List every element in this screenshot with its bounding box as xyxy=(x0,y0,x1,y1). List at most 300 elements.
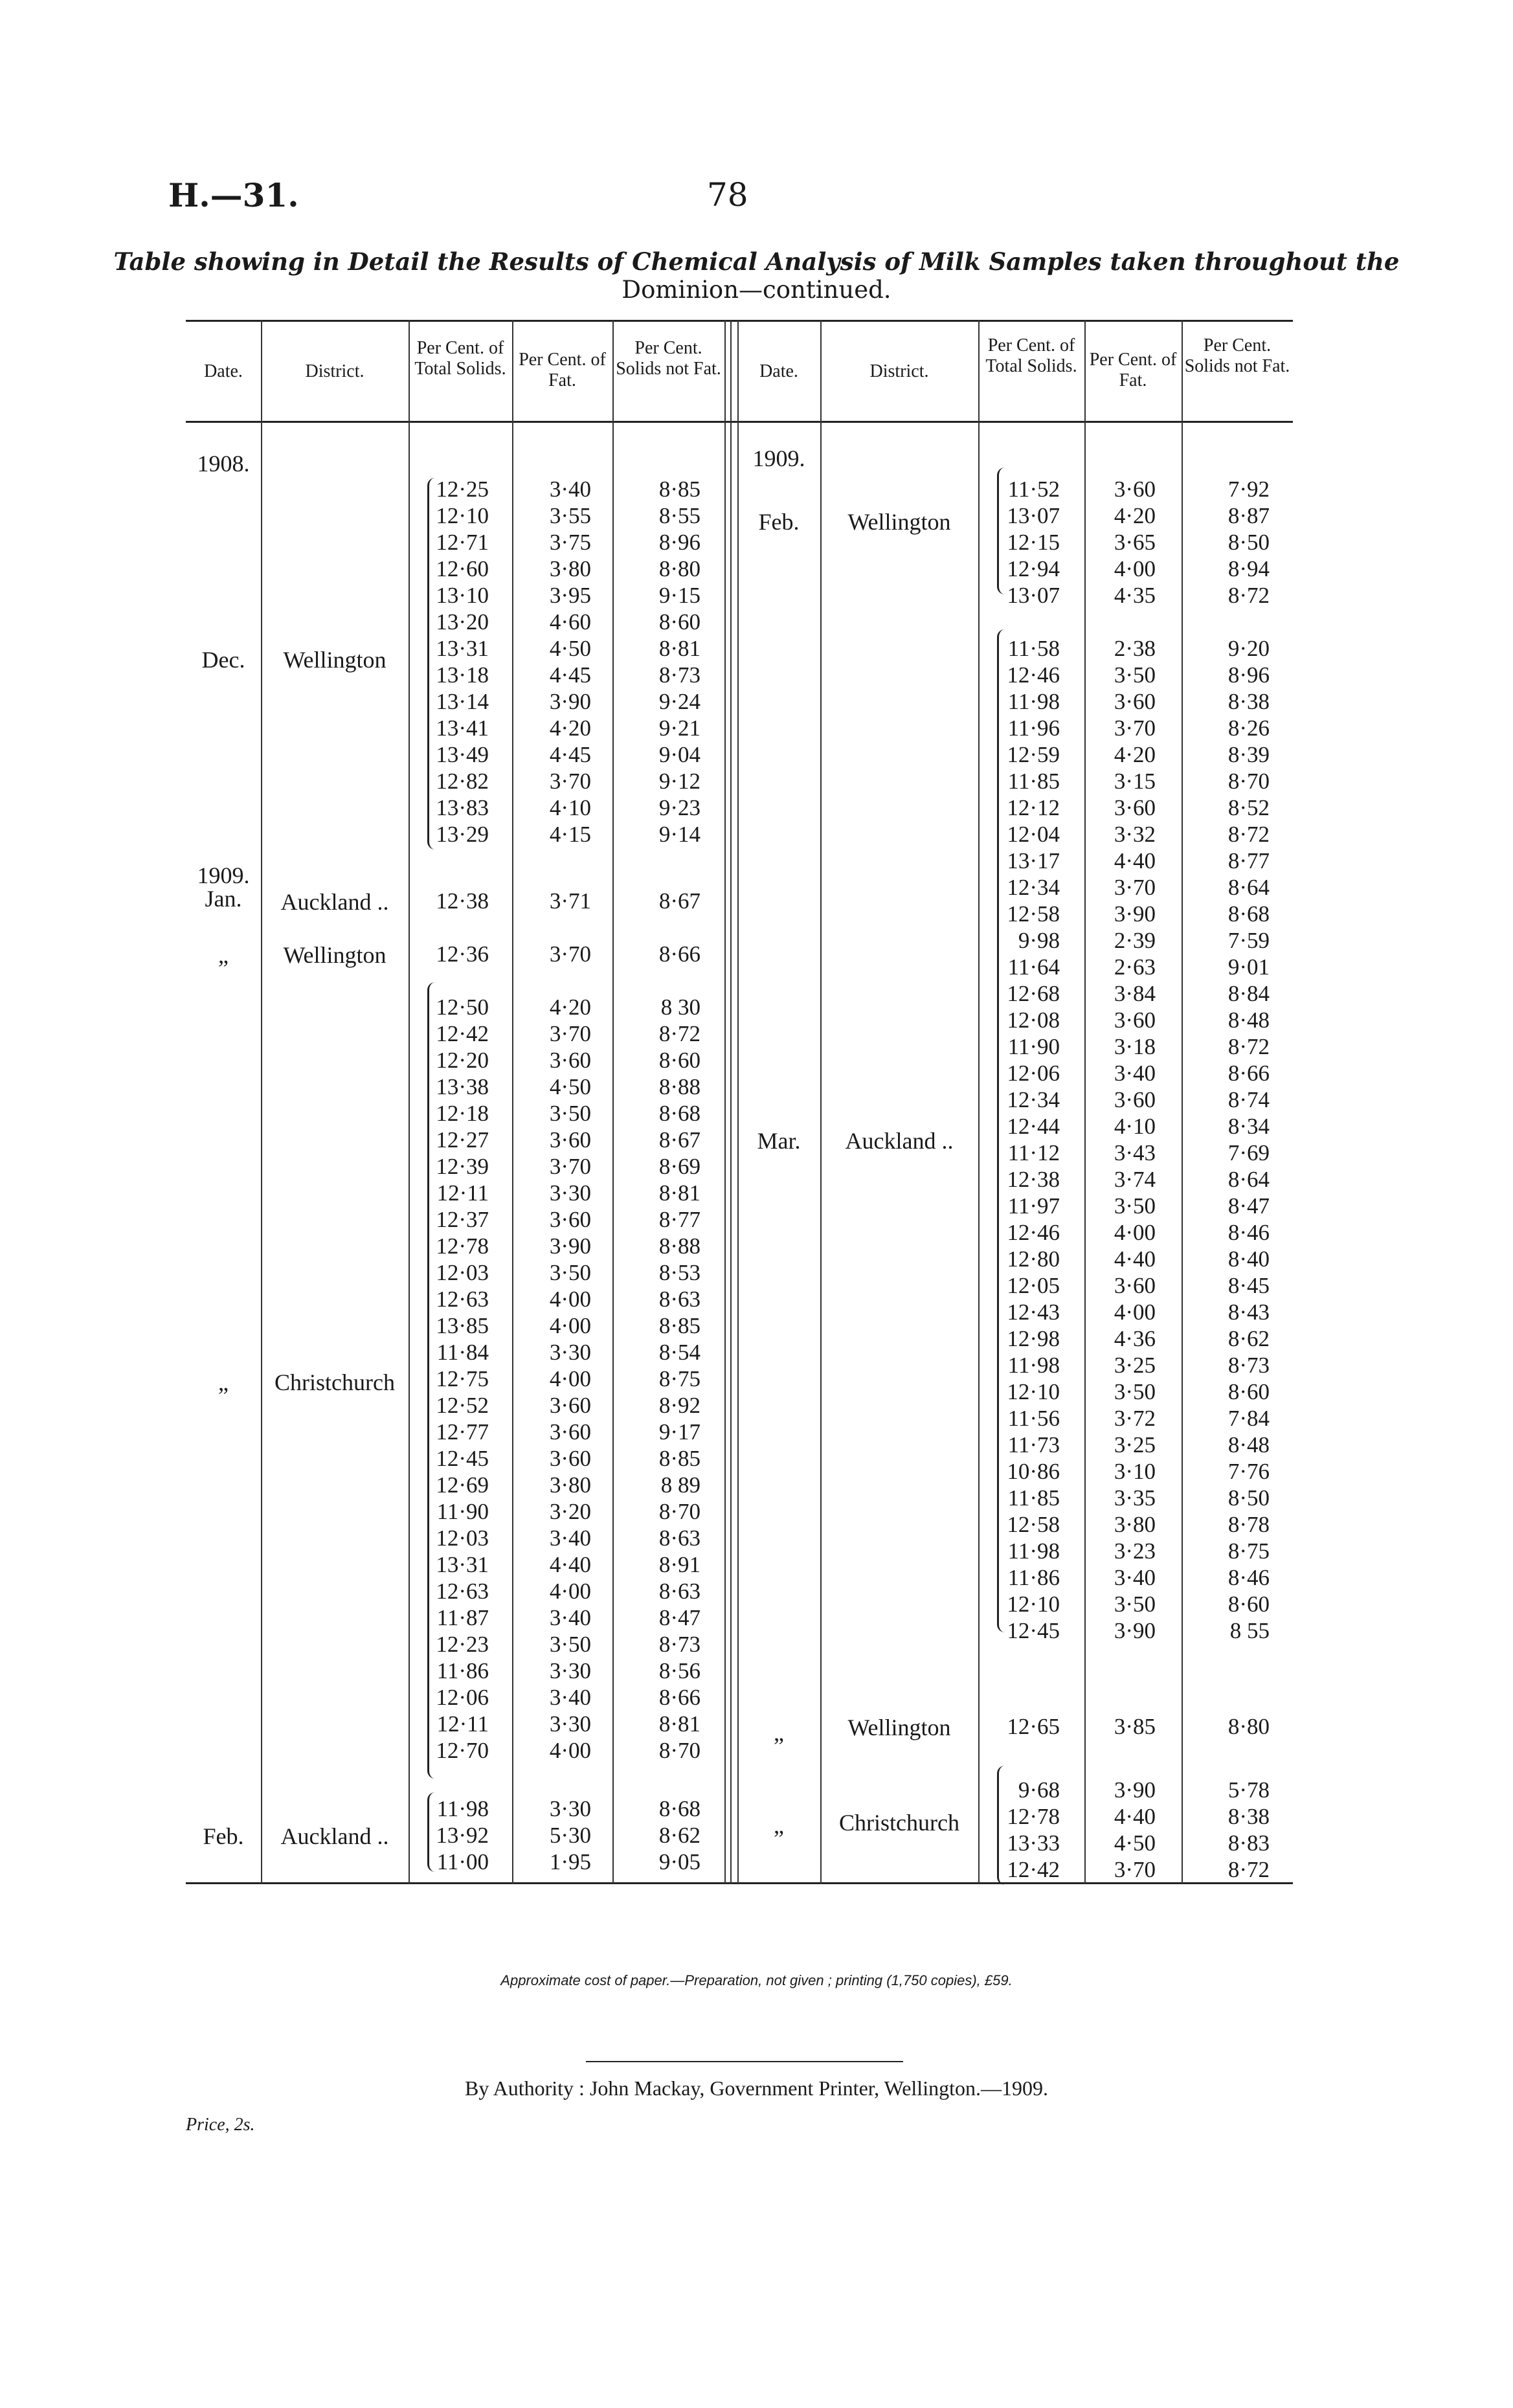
right-district-label: Christchurch xyxy=(839,1810,959,1836)
header-total-right: Per Cent. of Total Solids. xyxy=(985,335,1077,376)
right-total-value: 11·56 xyxy=(1007,1406,1060,1431)
left-total-value: 12·18 xyxy=(436,1100,489,1126)
left-fat-value: 3·55 xyxy=(549,503,591,528)
left-district-label: Christchurch xyxy=(275,1369,395,1395)
right-snf-value: 8·62 xyxy=(1227,1326,1270,1351)
left-snf-value: 8·80 xyxy=(658,556,700,581)
right-fat-value: 3·70 xyxy=(1114,875,1156,900)
right-fat-value: 3·15 xyxy=(1114,769,1156,794)
right-total-value: 11·86 xyxy=(1007,1565,1060,1590)
left-fat-value: 3·71 xyxy=(549,888,591,914)
right-fat-value: 3·23 xyxy=(1114,1538,1156,1564)
left-total-value: 12·23 xyxy=(436,1631,489,1657)
left-fat-value: 3·70 xyxy=(549,1020,591,1046)
left-date-label: Jan. xyxy=(205,886,242,912)
left-total-value: 12·63 xyxy=(436,1578,489,1604)
right-snf-value: 8·64 xyxy=(1227,1167,1270,1192)
right-snf-value: 8·38 xyxy=(1227,1804,1270,1829)
right-snf-value: 8·72 xyxy=(1227,583,1270,608)
right-fat-value: 3·40 xyxy=(1114,1061,1156,1086)
left-total-value: 12·42 xyxy=(436,1020,489,1046)
left-total-value: 12·50 xyxy=(436,994,489,1020)
left-total-value: 13·10 xyxy=(436,583,489,608)
right-district-label: Auckland .. xyxy=(845,1127,954,1154)
right-fat-value: 3·80 xyxy=(1114,1512,1156,1537)
left-fat-value: 4·40 xyxy=(549,1551,591,1577)
right-snf-value: 8·45 xyxy=(1227,1273,1270,1298)
right-total-value: 11·96 xyxy=(1007,715,1060,741)
right-total-value: 13·07 xyxy=(1007,583,1060,608)
right-fat-value: 3·60 xyxy=(1114,689,1156,714)
left-fat-value: 4·50 xyxy=(549,1074,591,1099)
right-snf-value: 7·69 xyxy=(1227,1140,1270,1165)
left-district-label: Wellington xyxy=(283,647,387,673)
right-snf-value: 8·48 xyxy=(1227,1432,1270,1457)
left-snf-value: 8·67 xyxy=(658,1127,700,1153)
right-fat-value: 3·72 xyxy=(1114,1406,1156,1431)
left-snf-value: 8·62 xyxy=(658,1822,700,1848)
right-fat-value: 4·40 xyxy=(1114,848,1156,873)
right-snf-value: 9·01 xyxy=(1227,954,1270,980)
right-date-label: Feb. xyxy=(758,509,800,535)
left-snf-value: 8·81 xyxy=(658,1180,700,1206)
left-snf-value: 9·17 xyxy=(658,1419,700,1445)
header-bottom-rule xyxy=(186,421,1293,423)
right-snf-value: 8·50 xyxy=(1227,530,1270,555)
right-total-value: 11·98 xyxy=(1007,1353,1060,1378)
left-snf-value: 9·14 xyxy=(658,822,700,847)
left-snf-value: 8·91 xyxy=(658,1551,700,1577)
table-title-continued: Dominion—continued. xyxy=(622,276,891,304)
right-fat-value: 3·32 xyxy=(1114,822,1156,847)
right-fat-value: 3·65 xyxy=(1114,530,1156,555)
right-snf-value: 7·84 xyxy=(1227,1406,1270,1431)
right-fat-value: 3·40 xyxy=(1114,1565,1156,1590)
left-total-value: 13·31 xyxy=(436,636,489,661)
right-fat-value: 4·50 xyxy=(1114,1830,1156,1856)
left-date-label: Dec. xyxy=(201,647,245,673)
right-snf-value: 8·48 xyxy=(1227,1007,1270,1033)
right-fat-value: 3·90 xyxy=(1114,1777,1156,1803)
page-number: 78 xyxy=(707,176,748,214)
left-snf-value: 9·24 xyxy=(658,689,700,714)
left-snf-value: 8·73 xyxy=(658,1631,700,1657)
left-total-value: 13·83 xyxy=(436,795,489,820)
right-fat-value: 3·25 xyxy=(1114,1432,1156,1457)
right-total-value: 13·07 xyxy=(1007,503,1060,528)
right-fat-value: 4·20 xyxy=(1114,742,1156,767)
left-total-value: 13·38 xyxy=(436,1074,489,1099)
right-total-value: 12·15 xyxy=(1007,530,1060,555)
left-fat-value: 4·00 xyxy=(549,1578,591,1604)
left-snf-value: 8·77 xyxy=(658,1206,700,1232)
left-fat-value: 5·30 xyxy=(549,1822,591,1848)
left-total-value: 13·20 xyxy=(436,609,489,635)
printer-authority: By Authority : John Mackay, Government Printer, Wellington.—1909. xyxy=(465,2076,1048,2100)
left-fat-value: 4·00 xyxy=(549,1312,591,1338)
right-fat-value: 4·35 xyxy=(1114,583,1156,608)
right-total-value: 12·58 xyxy=(1007,901,1060,927)
left-total-value: 13·29 xyxy=(436,822,489,847)
left-snf-value: 8·47 xyxy=(658,1604,700,1630)
right-snf-value: 8·68 xyxy=(1227,901,1270,927)
right-snf-value: 8·34 xyxy=(1227,1114,1270,1139)
column-rule xyxy=(261,320,262,1884)
header-date-left: Date. xyxy=(204,361,243,381)
left-total-value: 12·78 xyxy=(436,1233,489,1259)
left-total-value: 13·31 xyxy=(436,1551,489,1577)
document-reference: H.—31. xyxy=(168,176,299,214)
left-total-value: 12·10 xyxy=(436,503,489,528)
right-fat-value: 3·35 xyxy=(1114,1485,1156,1511)
left-snf-value: 8 30 xyxy=(660,994,700,1020)
left-snf-value: 8·70 xyxy=(658,1737,700,1763)
left-snf-value: 8·72 xyxy=(658,1020,700,1046)
left-fat-value: 3·90 xyxy=(549,689,591,714)
right-total-value: 12·12 xyxy=(1007,795,1060,820)
left-snf-value: 8·85 xyxy=(658,1312,700,1338)
left-total-value: 12·36 xyxy=(436,941,489,967)
right-fat-value: 3·70 xyxy=(1114,1857,1156,1882)
right-snf-value: 8·26 xyxy=(1227,715,1270,741)
right-total-value: 12·46 xyxy=(1007,662,1060,688)
right-snf-value: 8·46 xyxy=(1227,1220,1270,1245)
left-snf-value: 8·75 xyxy=(658,1366,700,1391)
column-rule xyxy=(737,320,739,1884)
left-snf-value: 9·12 xyxy=(658,769,700,794)
right-fat-value: 3·43 xyxy=(1114,1140,1156,1165)
left-fat-value: 3·95 xyxy=(549,583,591,608)
left-fat-value: 3·70 xyxy=(549,941,591,967)
left-total-value: 12·63 xyxy=(436,1286,489,1312)
right-snf-value: 8·64 xyxy=(1227,875,1270,900)
right-total-value: 11·97 xyxy=(1007,1193,1060,1219)
right-total-value: 12·43 xyxy=(1007,1300,1060,1325)
left-snf-value: 8·56 xyxy=(658,1658,700,1683)
left-fat-value: 3·40 xyxy=(549,1604,591,1630)
right-date-label: 1909. xyxy=(752,445,805,471)
left-snf-value: 8·69 xyxy=(658,1153,700,1179)
right-snf-value: 8·60 xyxy=(1227,1379,1270,1404)
right-fat-value: 3·18 xyxy=(1114,1034,1156,1059)
left-total-value: 11·87 xyxy=(436,1604,489,1630)
right-fat-value: 3·60 xyxy=(1114,1273,1156,1298)
left-fat-value: 3·50 xyxy=(549,1100,591,1126)
left-fat-value: 3·30 xyxy=(549,1658,591,1683)
left-snf-value: 8·63 xyxy=(658,1286,700,1312)
left-snf-value: 8·85 xyxy=(658,477,700,502)
header-snf-left: Per Cent. Solids not Fat. xyxy=(616,338,721,379)
left-total-value: 12·39 xyxy=(436,1153,489,1179)
left-district-label: Wellington xyxy=(283,941,387,968)
right-fat-value: 3·50 xyxy=(1114,1379,1156,1404)
left-snf-value: 9·05 xyxy=(658,1849,700,1874)
right-fat-value: 3·70 xyxy=(1114,715,1156,741)
left-total-value: 12·71 xyxy=(436,530,489,555)
left-fat-value: 4·15 xyxy=(549,822,591,847)
right-total-value: 12·44 xyxy=(1007,1114,1060,1139)
right-total-value: 9·98 xyxy=(1018,928,1060,953)
column-rule xyxy=(724,320,726,1884)
right-fat-value: 2·63 xyxy=(1114,954,1156,980)
left-snf-value: 8·88 xyxy=(658,1074,700,1099)
left-total-value: 12·60 xyxy=(436,556,489,581)
right-total-value: 12·68 xyxy=(1007,981,1060,1006)
right-snf-value: 8·60 xyxy=(1227,1592,1270,1617)
left-total-value: 12·45 xyxy=(436,1445,489,1471)
right-snf-value: 8·46 xyxy=(1227,1565,1270,1590)
right-snf-value: 8·77 xyxy=(1227,848,1270,873)
left-snf-value: 8·81 xyxy=(658,636,700,661)
right-snf-value: 8·84 xyxy=(1227,981,1270,1006)
right-snf-value: 8·38 xyxy=(1227,689,1270,714)
right-total-value: 13·17 xyxy=(1007,848,1060,873)
left-fat-value: 4·00 xyxy=(549,1366,591,1391)
left-total-value: 11·00 xyxy=(436,1849,489,1874)
right-snf-value: 8·72 xyxy=(1227,1857,1270,1882)
left-fat-value: 3·60 xyxy=(549,1127,591,1153)
right-total-value: 12·10 xyxy=(1007,1592,1060,1617)
right-total-value: 13·33 xyxy=(1007,1830,1060,1856)
right-total-value: 12·04 xyxy=(1007,822,1060,847)
left-district-label: Auckland .. xyxy=(280,888,389,915)
left-fat-value: 4·20 xyxy=(549,715,591,741)
right-fat-value: 4·10 xyxy=(1114,1114,1156,1139)
right-total-value: 11·98 xyxy=(1007,1538,1060,1564)
left-snf-value: 8·63 xyxy=(658,1525,700,1551)
left-fat-value: 3·20 xyxy=(549,1498,591,1524)
right-fat-value: 3·10 xyxy=(1114,1459,1156,1484)
right-total-value: 9·68 xyxy=(1018,1777,1060,1803)
right-fat-value: 3·60 xyxy=(1114,477,1156,502)
right-fat-value: 3·90 xyxy=(1114,1618,1156,1643)
right-district-label: Wellington xyxy=(847,509,951,535)
left-fat-value: 3·60 xyxy=(549,1419,591,1445)
left-date-label: „ xyxy=(218,941,229,968)
right-snf-value: 8·72 xyxy=(1227,822,1270,847)
left-total-value: 12·70 xyxy=(436,1737,489,1763)
right-fat-value: 4·00 xyxy=(1114,1300,1156,1325)
left-total-value: 11·86 xyxy=(436,1658,489,1683)
left-total-value: 12·38 xyxy=(436,888,489,914)
left-snf-value: 8·73 xyxy=(658,662,700,688)
right-fat-value: 2·38 xyxy=(1114,636,1156,661)
left-snf-value: 8·63 xyxy=(658,1578,700,1604)
header-district-right: District. xyxy=(869,361,929,381)
authority-rule xyxy=(586,2061,903,2062)
right-snf-value: 8·47 xyxy=(1227,1193,1270,1219)
left-snf-value: 9·15 xyxy=(658,583,700,608)
left-snf-value: 8·60 xyxy=(658,609,700,635)
right-fat-value: 3·90 xyxy=(1114,901,1156,927)
column-rule xyxy=(820,320,822,1884)
right-fat-value: 2·39 xyxy=(1114,928,1156,953)
printing-cost-note: Approximate cost of paper.—Preparation, not given ; printing (1,750 copies), £59. xyxy=(500,1972,1013,1988)
right-fat-value: 4·40 xyxy=(1114,1246,1156,1272)
left-fat-value: 3·60 xyxy=(549,1206,591,1232)
left-total-value: 12·75 xyxy=(436,1366,489,1391)
left-fat-value: 4·10 xyxy=(549,795,591,820)
right-total-value: 12·42 xyxy=(1007,1857,1060,1882)
left-date-label: 1908. xyxy=(197,451,250,477)
header-date-right: Date. xyxy=(759,361,798,381)
left-fat-value: 3·75 xyxy=(549,530,591,555)
left-fat-value: 3·30 xyxy=(549,1180,591,1206)
right-total-value: 11·52 xyxy=(1007,477,1060,502)
right-total-value: 12·80 xyxy=(1007,1246,1060,1272)
left-total-value: 12·69 xyxy=(436,1472,489,1498)
left-total-value: 13·85 xyxy=(436,1312,489,1338)
right-snf-value: 8·94 xyxy=(1227,556,1270,581)
right-snf-value: 8·50 xyxy=(1227,1485,1270,1511)
left-date-label: „ xyxy=(218,1369,229,1395)
left-snf-value: 8·60 xyxy=(658,1047,700,1073)
right-fat-value: 3·74 xyxy=(1114,1167,1156,1192)
right-total-value: 11·12 xyxy=(1007,1140,1060,1165)
left-snf-value: 8·81 xyxy=(658,1711,700,1737)
right-fat-value: 4·00 xyxy=(1114,1220,1156,1245)
right-total-value: 12·45 xyxy=(1007,1618,1060,1643)
left-fat-value: 3·30 xyxy=(549,1795,591,1821)
right-total-value: 12·98 xyxy=(1007,1326,1060,1351)
left-snf-value: 8·53 xyxy=(658,1259,700,1285)
left-fat-value: 3·70 xyxy=(549,769,591,794)
right-total-value: 12·34 xyxy=(1007,1087,1060,1112)
left-fat-value: 1·95 xyxy=(549,1849,591,1874)
right-snf-value: 8·66 xyxy=(1227,1061,1270,1086)
right-fat-value: 3·84 xyxy=(1114,981,1156,1006)
left-date-label: 1909. xyxy=(197,862,250,888)
left-snf-value: 9·23 xyxy=(658,795,700,820)
left-snf-value: 8·68 xyxy=(658,1795,700,1821)
left-fat-value: 3·40 xyxy=(549,1525,591,1551)
left-total-value: 12·03 xyxy=(436,1259,489,1285)
left-total-value: 13·41 xyxy=(436,715,489,741)
right-snf-value: 8·80 xyxy=(1227,1713,1270,1739)
left-snf-value: 9·21 xyxy=(658,715,700,741)
left-total-value: 12·52 xyxy=(436,1392,489,1418)
left-snf-value: 8·88 xyxy=(658,1233,700,1259)
left-snf-value: 8·85 xyxy=(658,1445,700,1471)
left-fat-value: 3·30 xyxy=(549,1339,591,1365)
right-snf-value: 7·59 xyxy=(1227,928,1270,953)
right-fat-value: 3·60 xyxy=(1114,1087,1156,1112)
left-total-value: 12·77 xyxy=(436,1419,489,1445)
right-snf-value: 8 55 xyxy=(1229,1618,1270,1643)
left-total-value: 13·92 xyxy=(436,1822,489,1848)
right-snf-value: 8·75 xyxy=(1227,1538,1270,1564)
right-total-value: 12·59 xyxy=(1007,742,1060,767)
left-fat-value: 3·80 xyxy=(549,1472,591,1498)
left-snf-value: 9·04 xyxy=(658,742,700,767)
right-fat-value: 3·60 xyxy=(1114,1007,1156,1033)
left-total-value: 12·37 xyxy=(436,1206,489,1232)
left-fat-value: 4·00 xyxy=(549,1286,591,1312)
right-snf-value: 8·39 xyxy=(1227,742,1270,767)
left-fat-value: 3·60 xyxy=(549,1445,591,1471)
left-snf-value: 8·68 xyxy=(658,1100,700,1126)
right-date-label: „ xyxy=(774,1812,784,1839)
left-snf-value: 8·54 xyxy=(658,1339,700,1365)
left-total-value: 13·49 xyxy=(436,742,489,767)
right-fat-value: 3·50 xyxy=(1114,1592,1156,1617)
left-total-value: 12·27 xyxy=(436,1127,489,1153)
left-fat-value: 3·70 xyxy=(549,1153,591,1179)
header-fat-right: Per Cent. of Fat. xyxy=(1089,350,1177,390)
right-snf-value: 8·70 xyxy=(1227,769,1270,794)
left-snf-value: 8·96 xyxy=(658,530,700,555)
header-fat-left: Per Cent. of Fat. xyxy=(519,350,606,390)
right-fat-value: 3·25 xyxy=(1114,1353,1156,1378)
right-district-label: Wellington xyxy=(847,1714,951,1740)
left-fat-value: 4·50 xyxy=(549,636,591,661)
right-total-value: 12·10 xyxy=(1007,1379,1060,1404)
left-total-value: 11·84 xyxy=(436,1339,489,1365)
right-fat-value: 4·20 xyxy=(1114,503,1156,528)
left-fat-value: 3·60 xyxy=(549,1392,591,1418)
right-total-value: 12·34 xyxy=(1007,875,1060,900)
right-fat-value: 4·40 xyxy=(1114,1804,1156,1829)
left-fat-value: 4·45 xyxy=(549,742,591,767)
right-total-value: 11·90 xyxy=(1007,1034,1060,1059)
left-total-value: 12·06 xyxy=(436,1684,489,1710)
right-date-label: „ xyxy=(774,1719,784,1746)
left-snf-value: 8·92 xyxy=(658,1392,700,1418)
left-fat-value: 4·60 xyxy=(549,609,591,635)
left-total-value: 12·11 xyxy=(436,1711,489,1737)
right-total-value: 11·85 xyxy=(1007,1485,1060,1511)
right-snf-value: 7·92 xyxy=(1227,477,1270,502)
right-total-value: 12·08 xyxy=(1007,1007,1060,1033)
right-total-value: 10·86 xyxy=(1007,1459,1060,1484)
right-snf-value: 7·76 xyxy=(1227,1459,1270,1484)
left-fat-value: 4·45 xyxy=(549,662,591,688)
header-district-left: District. xyxy=(305,361,364,381)
right-total-value: 12·65 xyxy=(1007,1713,1060,1739)
right-total-value: 11·64 xyxy=(1007,954,1060,980)
right-total-value: 12·58 xyxy=(1007,1512,1060,1537)
left-district-label: Auckland .. xyxy=(280,1823,389,1849)
right-date-label: Mar. xyxy=(757,1127,801,1154)
right-total-value: 12·38 xyxy=(1007,1167,1060,1192)
column-rule xyxy=(730,320,732,1884)
right-fat-value: 3·50 xyxy=(1114,662,1156,688)
right-snf-value: 9·20 xyxy=(1227,636,1270,661)
right-fat-value: 4·00 xyxy=(1114,556,1156,581)
right-fat-value: 3·50 xyxy=(1114,1193,1156,1219)
right-snf-value: 8·73 xyxy=(1227,1353,1270,1378)
right-total-value: 11·58 xyxy=(1007,636,1060,661)
left-total-value: 12·20 xyxy=(436,1047,489,1073)
left-total-value: 13·18 xyxy=(436,662,489,688)
right-snf-value: 8·72 xyxy=(1227,1034,1270,1059)
left-fat-value: 3·60 xyxy=(549,1047,591,1073)
right-total-value: 11·98 xyxy=(1007,689,1060,714)
right-snf-value: 8·87 xyxy=(1227,503,1270,528)
right-snf-value: 8·74 xyxy=(1227,1087,1270,1112)
left-total-value: 11·90 xyxy=(436,1498,489,1524)
left-snf-value: 8·66 xyxy=(658,1684,700,1710)
right-snf-value: 8·96 xyxy=(1227,662,1270,688)
left-total-value: 12·25 xyxy=(436,477,489,502)
left-date-label: Feb. xyxy=(203,1823,244,1849)
right-snf-value: 8·78 xyxy=(1227,1512,1270,1537)
right-total-value: 12·46 xyxy=(1007,1220,1060,1245)
left-fat-value: 3·50 xyxy=(549,1259,591,1285)
right-total-value: 12·06 xyxy=(1007,1061,1060,1086)
right-total-value: 12·78 xyxy=(1007,1804,1060,1829)
right-fat-value: 4·36 xyxy=(1114,1326,1156,1351)
